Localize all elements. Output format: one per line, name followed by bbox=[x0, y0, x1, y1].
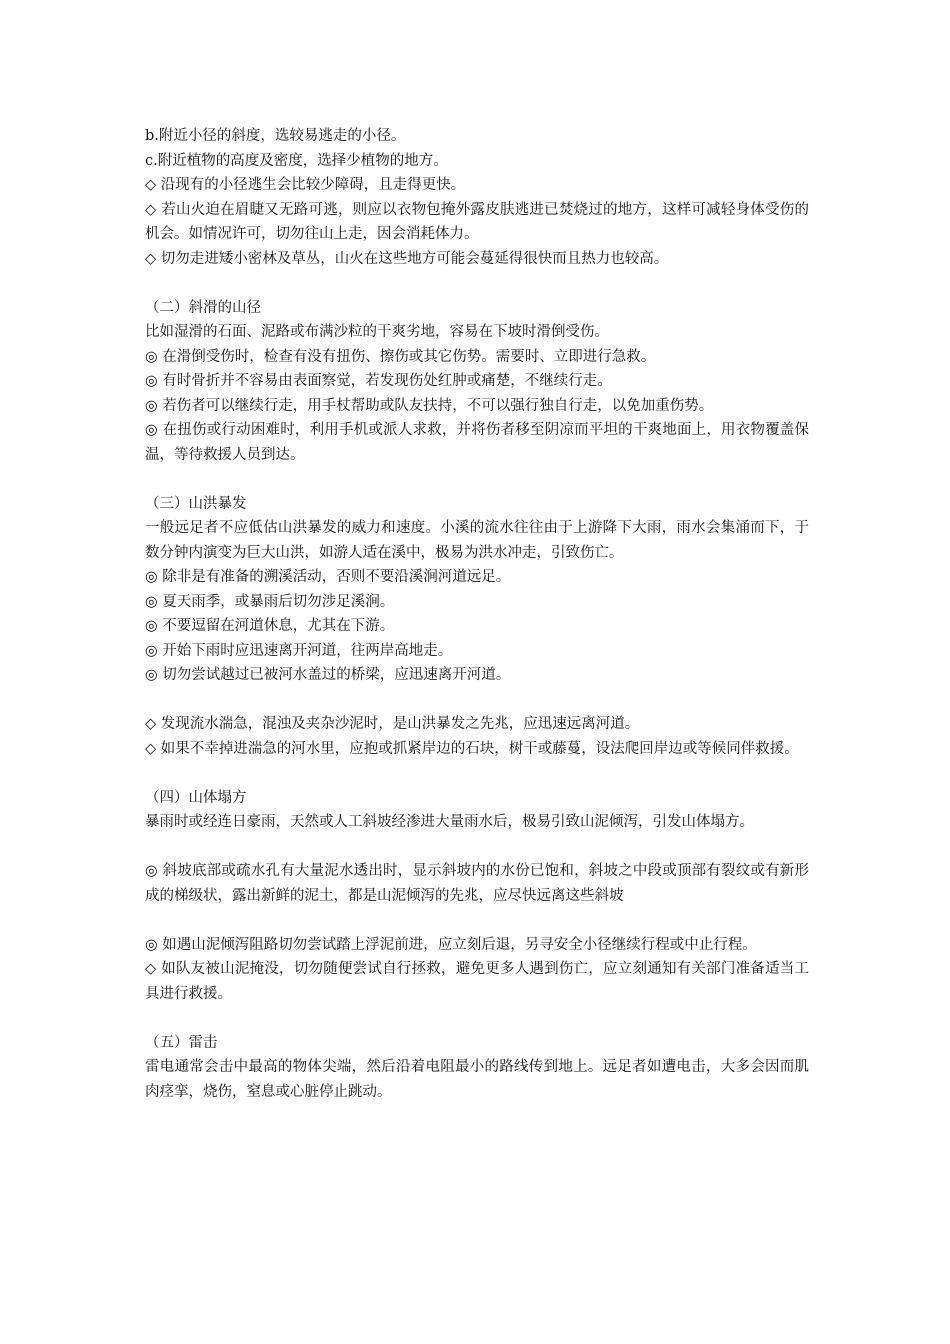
paragraph: c.附近植物的高度及密度，选择少植物的地方。 bbox=[145, 152, 448, 169]
paragraph: ◎ 开始下雨时应迅速离开河道，往两岸高地走。 bbox=[145, 642, 453, 659]
paragraph-spacer bbox=[145, 688, 809, 713]
paragraph-spacer bbox=[145, 761, 809, 786]
paragraph: ◎ 如遇山泥倾泻阻路切勿尝试踏上浮泥前进，应立刻后退，另寻安全小径继续行程或中止行程。 bbox=[145, 936, 757, 953]
paragraph: ◇ 发现流水湍急，混浊及夹杂沙泥时，是山洪暴发之先兆，应迅速远离河道。 bbox=[145, 716, 640, 732]
paragraph: ◎ 在滑倒受伤时，检查有没有扭伤、擦伤或其它伤势。需要时、立即进行急救。 bbox=[145, 348, 656, 365]
paragraph: ◎ 斜坡底部或疏水孔有大量泥水透出时，显示斜坡内的水份已饱和，斜坡之中段或顶部有裂纹或有新形成的梯级状，露出新鲜的泥土，都是山泥倾泻的先兆，应尽快远离这些斜坡 bbox=[145, 863, 809, 904]
paragraph: ◎ 有时骨折并不容易由表面察觉，若发现伤处红肿或痛楚，不继续行走。 bbox=[145, 373, 612, 389]
paragraph: 暴雨时或经连日豪雨，天然或人工斜坡经渗进大量雨水后，极易引致山泥倾泻，引发山体塌方。 bbox=[145, 814, 754, 830]
paragraph-spacer bbox=[145, 467, 809, 492]
paragraph: ◎ 若伤者可以继续行走，用手杖帮助或队友扶持，不可以强行独自行走，以免加重伤势。 bbox=[145, 397, 714, 414]
paragraph: ◎ 不要逗留在河道休息，尤其在下游。 bbox=[145, 618, 395, 634]
paragraph: ◎ 切勿尝试越过已被河水盖过的桥梁，应迅速离开河道。 bbox=[145, 667, 511, 683]
paragraph: 雷电通常会击中最高的物体尖端，然后沿着电阻最小的路线传到地上。远足者如遭电击，大多会因而肌肉痉挛，烧伤，窒息或心脏停止跳动。 bbox=[145, 1059, 809, 1100]
paragraph: 一般远足者不应低估山洪暴发的威力和速度。小溪的流水往往由于上游降下大雨，雨水会集涌而下，于数分钟内演变为巨大山洪，如游人适在溪中，极易为洪水冲走，引致伤亡。 bbox=[145, 520, 809, 561]
paragraph: ◇ 如果不幸掉进湍急的河水里，应抱或抓紧岸边的石块，树干或藤蔓，设法爬回岸边或等候同伴救援。 bbox=[145, 740, 799, 757]
paragraph: ◇ 切勿走进矮小密林及草丛，山火在这些地方可能会蔓延得很快而且热力也较高。 bbox=[145, 250, 669, 267]
paragraph: ◎ 在扭伤或行动困难时，利用手机或派人求救，并将伤者移至阴凉而平坦的干爽地面上，用衣物覆盖保温，等待救援人员到达。 bbox=[145, 422, 809, 463]
paragraph-spacer bbox=[145, 835, 809, 860]
paragraph-spacer bbox=[145, 1006, 809, 1031]
paragraph-spacer bbox=[145, 271, 809, 296]
paragraph: 比如湿滑的石面、泥路或布满沙粒的干爽劣地，容易在下坡时滑倒受伤。 bbox=[145, 324, 609, 340]
section-heading: （三）山洪暴发 bbox=[145, 495, 247, 512]
paragraph: ◇ 沿现有的小径逃生会比较少障碍，且走得更快。 bbox=[145, 177, 466, 193]
paragraph: ◇ 若山火迫在眉睫又无路可逃，则应以衣物包掩外露皮肤逃进已焚烧过的地方，这样可减轻身体受伤的机会。如情况许可，切勿往山上走，因会消耗体力。 bbox=[145, 201, 809, 242]
section-heading: （四）山体塌方 bbox=[145, 789, 247, 806]
paragraph: ◎ 夏天雨季，或暴雨后切勿涉足溪涧。 bbox=[145, 593, 395, 610]
paragraph-spacer bbox=[145, 908, 809, 933]
section-heading: （二）斜滑的山径 bbox=[145, 299, 261, 316]
paragraph: ◇ 如队友被山泥掩没，切勿随便尝试自行拯救，避免更多人遇到伤亡，应立刻通知有关部门准备适当工具进行救援。 bbox=[145, 961, 809, 1002]
document-body bbox=[145, 124, 809, 1104]
paragraph: b.附近小径的斜度，选较易逃走的小径。 bbox=[145, 128, 406, 144]
paragraph: ◎ 除非是有准备的溯溪活动，否则不要沿溪涧河道远足。 bbox=[145, 569, 511, 585]
section-heading: （五）雷击 bbox=[145, 1034, 218, 1051]
